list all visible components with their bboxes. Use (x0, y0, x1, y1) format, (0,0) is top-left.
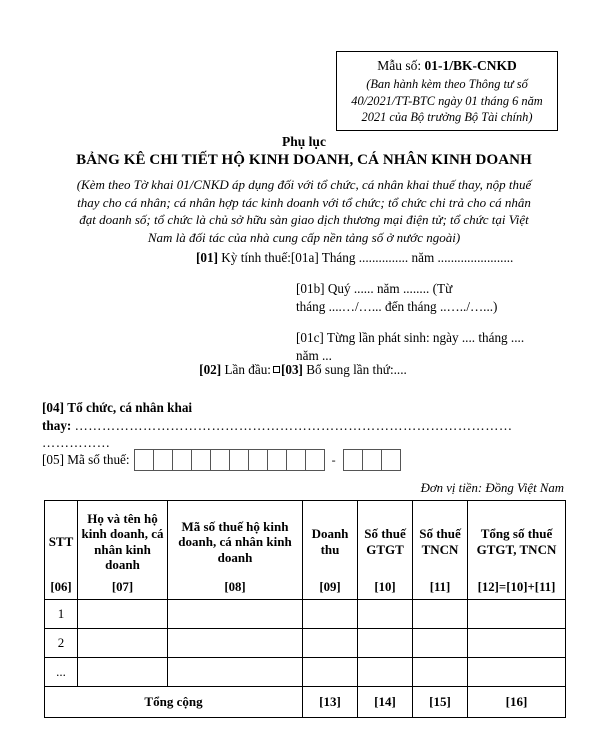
cell-name[interactable] (78, 629, 168, 658)
detail-table (44, 500, 566, 718)
tax-code-digit-4[interactable] (191, 449, 211, 471)
tax-code-digit-5[interactable] (210, 449, 230, 471)
submission-type-row (0, 362, 606, 378)
cell-name[interactable] (78, 658, 168, 687)
tax-code-label-row (42, 452, 130, 468)
issuance-line-3: 2021 của Bộ trưởng Bộ Tài chính) (361, 110, 533, 124)
tax-code-digit-6[interactable] (229, 449, 249, 471)
total-sum-code: [16] (468, 687, 566, 718)
cell-mst[interactable] (168, 658, 303, 687)
table-foot (45, 687, 566, 718)
tax-code-branch-digit-3[interactable] (381, 449, 401, 471)
period-field-01b-line1: [01b] Quý ...... năm ........ (Từ (296, 281, 453, 296)
period-field-01c-line1: [01c] Từng lần phát sinh: ngày .... tháng .... (296, 330, 525, 345)
submission-label-03: Bổ sung lần thứ: (306, 362, 394, 377)
header-code: [09] (319, 579, 341, 594)
tax-code-digit-10[interactable] (305, 449, 325, 471)
declarant-input-continuation[interactable]: …………… (42, 435, 111, 450)
cell-mst[interactable] (168, 600, 303, 629)
table-header-cell-10 (358, 501, 413, 600)
header-code: [12]=[10]+[11] (477, 579, 556, 594)
table-header-cell-11 (413, 501, 468, 600)
header-text: Số thuế GTGT (364, 526, 406, 557)
cell-revenue[interactable] (303, 600, 358, 629)
cell-tncn[interactable] (413, 629, 468, 658)
period-code-01: [01] (196, 250, 218, 265)
cell-revenue[interactable] (303, 658, 358, 687)
submission-label-02: Lần đầu: (224, 362, 271, 377)
cell-gtgt[interactable] (358, 600, 413, 629)
header-text: Mã số thuế hộ kinh doanh, cá nhân kinh doanh (178, 518, 292, 565)
cell-total[interactable] (468, 600, 566, 629)
table-body (45, 600, 566, 687)
header-code: [06] (50, 579, 72, 594)
table-header-cell-121011 (468, 501, 566, 600)
tax-code-branch-digit-2[interactable] (362, 449, 382, 471)
table-header-cell-07 (78, 501, 168, 600)
table-row (45, 629, 566, 658)
total-gtgt-code: [14] (358, 687, 413, 718)
table-row (45, 658, 566, 687)
form-code-issuance (337, 75, 557, 126)
appendix-label: Phụ lục (282, 134, 326, 149)
header-code: [11] (429, 579, 451, 594)
header-code: [07] (111, 579, 134, 594)
tax-code-block (42, 449, 401, 471)
cell-revenue[interactable] (303, 629, 358, 658)
declarant-label-line-1: Tổ chức, cá nhân khai (67, 400, 193, 415)
period-field-01b-line2: tháng ....…/…... đến tháng ..…../…...) (296, 299, 498, 314)
declarant-input[interactable]: …………………………………………………………………………………… (74, 417, 513, 433)
first-time-checkbox[interactable] (273, 366, 280, 373)
cell-total[interactable] (468, 658, 566, 687)
tax-code-digit-1[interactable] (134, 449, 154, 471)
header-code: [08] (224, 579, 246, 594)
tax-code-code-05: [05] (42, 452, 64, 467)
table-total-row (45, 687, 566, 718)
submission-value-03[interactable]: .... (393, 362, 407, 377)
header-text: Họ và tên hộ kinh doanh, cá nhân kinh doanh (81, 510, 164, 573)
tax-code-branch-input[interactable] (343, 449, 401, 471)
tax-code-digit-2[interactable] (153, 449, 173, 471)
total-tncn-code: [15] (413, 687, 468, 718)
issuance-line-2: 40/2021/TT-BTC ngày 01 tháng 6 năm (351, 93, 543, 108)
tax-period-block (196, 249, 536, 365)
tax-code-main-input[interactable] (134, 449, 325, 471)
declarant-input-row (42, 417, 570, 435)
row-index-cell: 1 (45, 600, 78, 629)
cell-total[interactable] (468, 629, 566, 658)
currency-unit-label: Đơn vị tiền: Đồng Việt Nam (420, 481, 564, 495)
tax-code-digit-9[interactable] (286, 449, 306, 471)
row-index-cell: 2 (45, 629, 78, 658)
tax-code-separator: - (331, 453, 336, 467)
cell-gtgt[interactable] (358, 658, 413, 687)
detail-table-wrapper (44, 500, 565, 718)
tax-period-row-monthly (196, 249, 536, 267)
total-revenue-code: [13] (303, 687, 358, 718)
header-text: STT (48, 534, 74, 549)
cell-tncn[interactable] (413, 600, 468, 629)
tax-code-digit-3[interactable] (172, 449, 192, 471)
form-code-label: Mẫu số: (377, 58, 422, 73)
total-row-label: Tổng cộng (45, 687, 303, 718)
submission-code-03: [03] (280, 362, 303, 377)
tax-code-branch-digit-1[interactable] (343, 449, 363, 471)
form-code-value: 01-1/BK-CNKD (424, 58, 517, 73)
table-header-cell-06 (45, 501, 78, 600)
header-code: [10] (374, 579, 396, 594)
period-label-01: Kỳ tính thuế: (221, 250, 291, 265)
title-note-line-2: thay cho cá nhân; cá nhân hợp tác kinh doanh với tổ chức; tổ chức chi trả cho cá nhân (77, 194, 531, 210)
form-code-box (336, 51, 558, 131)
table-head (45, 501, 566, 600)
form-code-line (337, 56, 557, 75)
declarant-block (42, 399, 570, 452)
declarant-code-04: [04] (42, 400, 64, 415)
submission-code-02: [02] (199, 362, 222, 377)
header-text: Doanh thu (311, 526, 349, 557)
title-note-line-3: đạt doanh số; tổ chức là chủ sở hữu sàn giao dịch thương mại điện tử; tổ chức tại Việt (79, 212, 529, 227)
table-header-cell-09 (303, 501, 358, 600)
period-field-01a[interactable]: [01a] Tháng ............... năm ....................... (290, 250, 514, 265)
declarant-label-row (42, 399, 570, 417)
issuance-line-1: (Ban hành kèm theo Thông tư số (366, 77, 528, 91)
page-title: BẢNG KÊ CHI TIẾT HỘ KINH DOANH, CÁ NHÂN KINH DOANH (76, 152, 532, 168)
table-header-row (45, 501, 566, 600)
period-field-01c-line2: năm ... (296, 348, 332, 363)
header-text: Tổng số thuế GTGT, TNCN (476, 526, 557, 557)
tax-period-row-quarterly[interactable] (296, 280, 536, 316)
tax-code-digit-8[interactable] (267, 449, 287, 471)
tax-code-digit-7[interactable] (248, 449, 268, 471)
row-index-cell: ... (45, 658, 78, 687)
declarant-label-line-2: thay: (42, 417, 72, 433)
header-text: Số thuế TNCN (419, 526, 461, 557)
cell-name[interactable] (78, 600, 168, 629)
title-note-line-4: Nam là đối tác của nhà cung cấp nền tảng số ở nước ngoài) (147, 229, 461, 245)
title-note (40, 176, 568, 246)
tax-period-row-each-occurrence[interactable] (296, 329, 536, 365)
cell-gtgt[interactable] (358, 629, 413, 658)
table-row (45, 600, 566, 629)
document-title-block (40, 134, 568, 246)
title-note-line-1: (Kèm theo Tờ khai 01/CNKD áp dụng đối với tổ chức, cá nhân khai thuế thay, nộp thuế (76, 177, 532, 192)
cell-tncn[interactable] (413, 658, 468, 687)
tax-code-label: Mã số thuế: (67, 452, 130, 467)
cell-mst[interactable] (168, 629, 303, 658)
table-header-cell-08 (168, 501, 303, 600)
